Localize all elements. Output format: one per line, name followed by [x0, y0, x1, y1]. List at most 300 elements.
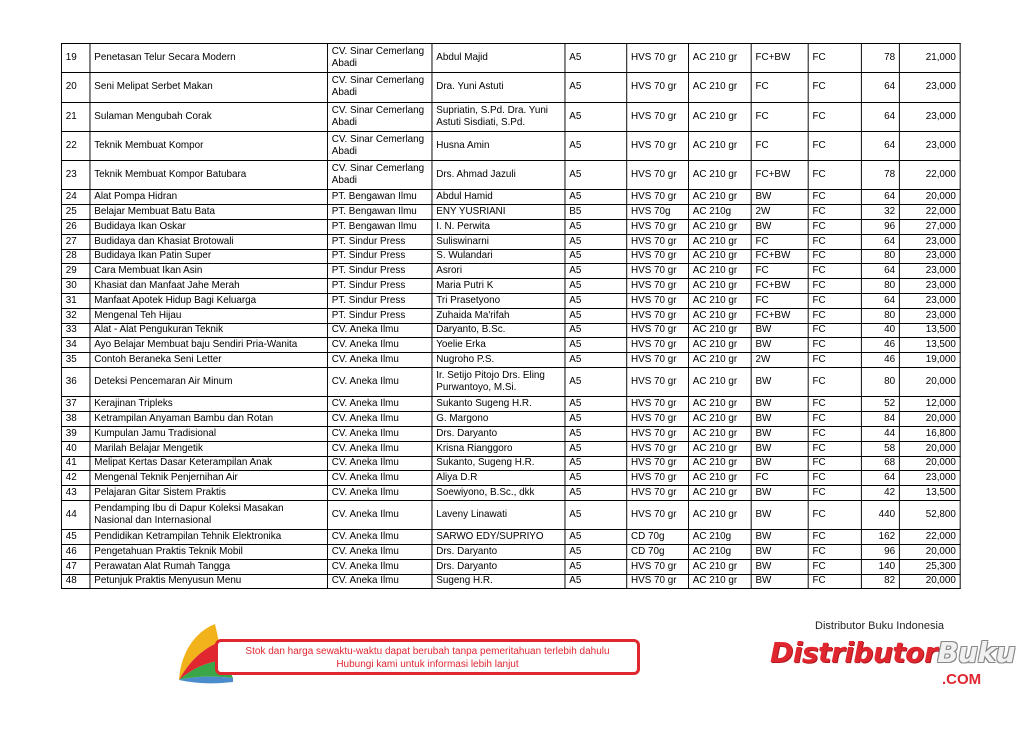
- publisher: CV. Aneka Ilmu: [327, 323, 432, 338]
- price: 16,800: [899, 426, 960, 441]
- publisher: CV. Sinar Cemerlang Abadi: [327, 161, 432, 190]
- book-number: 44: [61, 500, 90, 529]
- author: Sukanto Sugeng H.R.: [432, 397, 565, 412]
- table-row: [61, 456, 960, 471]
- paper-size: A5: [565, 264, 627, 279]
- cover-paper: AC 210 gr: [688, 323, 751, 338]
- publisher: CV. Sinar Cemerlang Abadi: [327, 131, 432, 160]
- content-color: FC+BW: [751, 161, 808, 190]
- cover-color: FC: [808, 412, 861, 427]
- table-row: [61, 471, 960, 486]
- price: 23,000: [899, 249, 960, 264]
- price: 23,000: [899, 279, 960, 294]
- book-title: Sulaman Mengubah Corak: [90, 102, 328, 131]
- content-color: FC+BW: [751, 249, 808, 264]
- book-number: 40: [61, 441, 90, 456]
- book-price-table: [61, 43, 961, 589]
- content-paper: HVS 70 gr: [627, 353, 689, 368]
- paper-size: A5: [565, 249, 627, 264]
- price: 23,000: [899, 73, 960, 102]
- content-paper: HVS 70 gr: [627, 44, 689, 73]
- content-paper: HVS 70 gr: [627, 574, 689, 589]
- cover-paper: AC 210 gr: [688, 161, 751, 190]
- cover-color: FC: [808, 471, 861, 486]
- author: Drs. Daryanto: [432, 545, 565, 560]
- price: 20,000: [899, 368, 960, 397]
- book-title: Khasiat dan Manfaat Jahe Merah: [90, 279, 328, 294]
- book-number: 37: [61, 397, 90, 412]
- content-paper: HVS 70 gr: [627, 102, 689, 131]
- distributor-title: Distributor Buku Indonesia: [815, 620, 945, 632]
- paper-size: A5: [565, 530, 627, 545]
- paper-size: A5: [565, 412, 627, 427]
- table-row: [61, 190, 960, 205]
- cover-color: FC: [808, 486, 861, 501]
- price: 23,000: [899, 264, 960, 279]
- table-row: [61, 294, 960, 309]
- cover-paper: AC 210 gr: [688, 397, 751, 412]
- book-title: Petunjuk Praktis Menyusun Menu: [90, 574, 328, 589]
- cover-paper: AC 210 gr: [688, 500, 751, 529]
- publisher: CV. Aneka Ilmu: [327, 456, 432, 471]
- content-color: BW: [751, 190, 808, 205]
- book-title: Manfaat Apotek Hidup Bagi Keluarga: [90, 294, 328, 309]
- book-title: Alat Pompa Hidran: [90, 190, 328, 205]
- table-row: [61, 308, 960, 323]
- price: 20,000: [899, 412, 960, 427]
- table-row: [61, 426, 960, 441]
- author: Abdul Hamid: [432, 190, 565, 205]
- author: Zuhaida Ma'rifah: [432, 308, 565, 323]
- paper-size: A5: [565, 426, 627, 441]
- cover-paper: AC 210 gr: [688, 294, 751, 309]
- book-number: 33: [61, 323, 90, 338]
- content-color: BW: [751, 545, 808, 560]
- author: I. N. Perwita: [432, 220, 565, 235]
- book-number: 30: [61, 279, 90, 294]
- price: 20,000: [899, 574, 960, 589]
- cover-paper: AC 210 gr: [688, 279, 751, 294]
- cover-color: FC: [808, 456, 861, 471]
- cover-color: FC: [808, 44, 861, 73]
- book-title: Mengenal Teh Hijau: [90, 308, 328, 323]
- cover-paper: AC 210 gr: [688, 338, 751, 353]
- paper-size: A5: [565, 73, 627, 102]
- price: 21,000: [899, 44, 960, 73]
- cover-paper: AC 210g: [688, 530, 751, 545]
- page-count: 84: [861, 412, 899, 427]
- book-title: Ketrampilan Anyaman Bambu dan Rotan: [90, 412, 328, 427]
- cover-paper: AC 210 gr: [688, 441, 751, 456]
- price: 23,000: [899, 131, 960, 160]
- content-color: BW: [751, 220, 808, 235]
- content-color: BW: [751, 486, 808, 501]
- page-count: 40: [861, 323, 899, 338]
- publisher: CV. Sinar Cemerlang Abadi: [327, 44, 432, 73]
- author: Asrori: [432, 264, 565, 279]
- cover-paper: AC 210 gr: [688, 44, 751, 73]
- table-row: [61, 264, 960, 279]
- cover-color: FC: [808, 264, 861, 279]
- cover-paper: AC 210 gr: [688, 353, 751, 368]
- content-paper: HVS 70 gr: [627, 471, 689, 486]
- content-color: 2W: [751, 353, 808, 368]
- book-title: Belajar Membuat Batu Bata: [90, 205, 328, 220]
- author: Supriatin, S.Pd. Dra. Yuni Astuti Sisdiati, S.Pd.: [432, 102, 565, 131]
- content-paper: HVS 70 gr: [627, 234, 689, 249]
- paper-size: A5: [565, 471, 627, 486]
- author: Sukanto, Sugeng H.R.: [432, 456, 565, 471]
- paper-size: A5: [565, 279, 627, 294]
- price: 20,000: [899, 456, 960, 471]
- book-number: 32: [61, 308, 90, 323]
- content-color: BW: [751, 559, 808, 574]
- publisher: PT. Sindur Press: [327, 308, 432, 323]
- book-number: 46: [61, 545, 90, 560]
- notice-line-1: Stok dan harga sewaktu-waktu dapat berubah tanpa pemeritahuan terlebih dahulu: [245, 646, 610, 657]
- publisher: PT. Sindur Press: [327, 234, 432, 249]
- table-row: [61, 73, 960, 102]
- page-count: 96: [861, 545, 899, 560]
- content-color: FC: [751, 294, 808, 309]
- content-paper: HVS 70 gr: [627, 161, 689, 190]
- cover-paper: AC 210 gr: [688, 73, 751, 102]
- content-paper: HVS 70 gr: [627, 264, 689, 279]
- cover-paper: AC 210 gr: [688, 574, 751, 589]
- page-count: 140: [861, 559, 899, 574]
- page-count: 64: [861, 294, 899, 309]
- page-count: 64: [861, 131, 899, 160]
- notice-line-2: Hubungi kami untuk informasi lebih lanjut: [336, 659, 519, 670]
- page-count: 78: [861, 161, 899, 190]
- page-count: 46: [861, 338, 899, 353]
- price: 25,300: [899, 559, 960, 574]
- paper-size: A5: [565, 294, 627, 309]
- book-number: 22: [61, 131, 90, 160]
- content-paper: HVS 70 gr: [627, 294, 689, 309]
- cover-paper: AC 210 gr: [688, 249, 751, 264]
- price: 22,000: [899, 161, 960, 190]
- table-row: [61, 574, 960, 589]
- content-paper: CD 70g: [627, 545, 689, 560]
- table-row: [61, 412, 960, 427]
- content-color: BW: [751, 397, 808, 412]
- book-title: Marilah Belajar Mengetik: [90, 441, 328, 456]
- table-row: [61, 338, 960, 353]
- content-color: BW: [751, 323, 808, 338]
- cover-color: FC: [808, 294, 861, 309]
- page-count: 80: [861, 279, 899, 294]
- content-color: FC: [751, 102, 808, 131]
- publisher: CV. Aneka Ilmu: [327, 426, 432, 441]
- paper-size: A5: [565, 308, 627, 323]
- book-number: 31: [61, 294, 90, 309]
- publisher: CV. Aneka Ilmu: [327, 559, 432, 574]
- price: 23,000: [899, 294, 960, 309]
- cover-color: FC: [808, 131, 861, 160]
- author: Drs. Ahmad Jazuli: [432, 161, 565, 190]
- paper-size: A5: [565, 102, 627, 131]
- content-paper: HVS 70 gr: [627, 220, 689, 235]
- cover-color: FC: [808, 323, 861, 338]
- table-row: [61, 131, 960, 160]
- content-paper: HVS 70 gr: [627, 308, 689, 323]
- content-color: BW: [751, 530, 808, 545]
- table-row: [61, 234, 960, 249]
- content-color: BW: [751, 368, 808, 397]
- price: 23,000: [899, 471, 960, 486]
- cover-color: FC: [808, 338, 861, 353]
- book-title: Cara Membuat Ikan Asin: [90, 264, 328, 279]
- cover-paper: AC 210 gr: [688, 131, 751, 160]
- author: Daryanto, B.Sc.: [432, 323, 565, 338]
- table-row: [61, 44, 960, 73]
- publisher: PT. Sindur Press: [327, 249, 432, 264]
- page-count: 58: [861, 441, 899, 456]
- book-title: Perawatan Alat Rumah Tangga: [90, 559, 328, 574]
- cover-color: FC: [808, 368, 861, 397]
- content-color: FC+BW: [751, 279, 808, 294]
- book-title: Budidaya dan Khasiat Brotowali: [90, 234, 328, 249]
- page-count: 44: [861, 426, 899, 441]
- table-row: [61, 279, 960, 294]
- page-count: 162: [861, 530, 899, 545]
- content-color: FC: [751, 131, 808, 160]
- content-color: 2W: [751, 205, 808, 220]
- book-number: 19: [61, 44, 90, 73]
- book-number: 45: [61, 530, 90, 545]
- publisher: CV. Aneka Ilmu: [327, 368, 432, 397]
- table-row: [61, 161, 960, 190]
- book-title: Pelajaran Gitar Sistem Praktis: [90, 486, 328, 501]
- page-count: 78: [861, 44, 899, 73]
- author: Tri Prasetyono: [432, 294, 565, 309]
- cover-color: FC: [808, 426, 861, 441]
- paper-size: B5: [565, 205, 627, 220]
- paper-size: A5: [565, 44, 627, 73]
- table-row: [61, 500, 960, 529]
- book-title: Teknik Membuat Kompor Batubara: [90, 161, 328, 190]
- author: Husna Amin: [432, 131, 565, 160]
- cover-color: FC: [808, 559, 861, 574]
- paper-size: A5: [565, 131, 627, 160]
- publisher: CV. Aneka Ilmu: [327, 397, 432, 412]
- author: Abdul Majid: [432, 44, 565, 73]
- paper-size: A5: [565, 397, 627, 412]
- price: 23,000: [899, 102, 960, 131]
- cover-paper: AC 210 gr: [688, 412, 751, 427]
- price: 13,500: [899, 323, 960, 338]
- book-title: Budidaya Ikan Patin Super: [90, 249, 328, 264]
- table-row: [61, 205, 960, 220]
- page-count: 64: [861, 471, 899, 486]
- paper-size: A5: [565, 338, 627, 353]
- content-color: FC: [751, 264, 808, 279]
- author: Suliswinarni: [432, 234, 565, 249]
- table-row: [61, 530, 960, 545]
- book-number: 36: [61, 368, 90, 397]
- cover-color: FC: [808, 500, 861, 529]
- publisher: PT. Sindur Press: [327, 264, 432, 279]
- content-paper: HVS 70 gr: [627, 397, 689, 412]
- content-paper: HVS 70 gr: [627, 500, 689, 529]
- book-title: Contoh Beraneka Seni Letter: [90, 353, 328, 368]
- page-count: 64: [861, 190, 899, 205]
- publisher: PT. Sindur Press: [327, 279, 432, 294]
- table-row: [61, 368, 960, 397]
- content-color: BW: [751, 456, 808, 471]
- table-row: [61, 559, 960, 574]
- paper-size: A5: [565, 353, 627, 368]
- paper-size: A5: [565, 368, 627, 397]
- table-row: [61, 353, 960, 368]
- price: 12,000: [899, 397, 960, 412]
- cover-color: FC: [808, 73, 861, 102]
- book-number: 38: [61, 412, 90, 427]
- price: 23,000: [899, 308, 960, 323]
- cover-paper: AC 210 gr: [688, 456, 751, 471]
- brand-domain: .COM: [942, 671, 982, 688]
- page-count: 80: [861, 249, 899, 264]
- paper-size: A5: [565, 486, 627, 501]
- content-paper: HVS 70 gr: [627, 441, 689, 456]
- book-number: 42: [61, 471, 90, 486]
- cover-color: FC: [808, 161, 861, 190]
- brand-part-2: Buku: [937, 636, 1016, 669]
- stock-notice-box: [215, 639, 640, 675]
- brand-logo-text: [770, 636, 1015, 669]
- cover-paper: AC 210 gr: [688, 264, 751, 279]
- content-paper: HVS 70 gr: [627, 190, 689, 205]
- content-paper: HVS 70 gr: [627, 412, 689, 427]
- content-color: FC: [751, 73, 808, 102]
- page-count: 82: [861, 574, 899, 589]
- price: 20,000: [899, 441, 960, 456]
- content-color: FC+BW: [751, 44, 808, 73]
- price: 13,500: [899, 486, 960, 501]
- book-title: Teknik Membuat Kompor: [90, 131, 328, 160]
- content-color: BW: [751, 412, 808, 427]
- cover-color: FC: [808, 530, 861, 545]
- author: S. Wulandari: [432, 249, 565, 264]
- author: Sugeng H.R.: [432, 574, 565, 589]
- cover-color: FC: [808, 397, 861, 412]
- content-paper: HVS 70 gr: [627, 131, 689, 160]
- book-number: 39: [61, 426, 90, 441]
- cover-paper: AC 210g: [688, 545, 751, 560]
- author: Laveny Linawati: [432, 500, 565, 529]
- page-count: 42: [861, 486, 899, 501]
- book-title: Kerajinan Tripleks: [90, 397, 328, 412]
- paper-size: A5: [565, 323, 627, 338]
- publisher: PT. Bengawan Ilmu: [327, 190, 432, 205]
- author: Nugroho P.S.: [432, 353, 565, 368]
- content-paper: HVS 70 gr: [627, 456, 689, 471]
- table-row: [61, 323, 960, 338]
- content-paper: HVS 70 gr: [627, 486, 689, 501]
- page-count: 46: [861, 353, 899, 368]
- book-number: 47: [61, 559, 90, 574]
- book-number: 35: [61, 353, 90, 368]
- paper-size: A5: [565, 190, 627, 205]
- price: 22,000: [899, 530, 960, 545]
- table-row: [61, 486, 960, 501]
- content-paper: HVS 70 gr: [627, 368, 689, 397]
- book-title: Pendamping Ibu di Dapur Koleksi Masakan Nasional dan Internasional: [90, 500, 328, 529]
- content-color: BW: [751, 500, 808, 529]
- paper-size: A5: [565, 545, 627, 560]
- author: Dra. Yuni Astuti: [432, 73, 565, 102]
- content-color: FC: [751, 234, 808, 249]
- price: 22,000: [899, 205, 960, 220]
- cover-color: FC: [808, 234, 861, 249]
- cover-paper: AC 210 gr: [688, 190, 751, 205]
- book-number: 43: [61, 486, 90, 501]
- content-paper: HVS 70 gr: [627, 559, 689, 574]
- cover-color: FC: [808, 353, 861, 368]
- page-count: 68: [861, 456, 899, 471]
- author: G. Margono: [432, 412, 565, 427]
- page-count: 64: [861, 264, 899, 279]
- price: 13,500: [899, 338, 960, 353]
- publisher: CV. Aneka Ilmu: [327, 500, 432, 529]
- book-title: Seni Melipat Serbet Makan: [90, 73, 328, 102]
- cover-color: FC: [808, 205, 861, 220]
- publisher: CV. Aneka Ilmu: [327, 471, 432, 486]
- page-count: 32: [861, 205, 899, 220]
- author: Maria Putri K: [432, 279, 565, 294]
- book-title: Ayo Belajar Membuat baju Sendiri Pria-Wanita: [90, 338, 328, 353]
- cover-paper: AC 210 gr: [688, 471, 751, 486]
- book-number: 29: [61, 264, 90, 279]
- book-title: Mengenal Teknik Penjernihan Air: [90, 471, 328, 486]
- cover-color: FC: [808, 190, 861, 205]
- publisher: CV. Aneka Ilmu: [327, 545, 432, 560]
- content-paper: HVS 70 gr: [627, 338, 689, 353]
- book-title: Melipat Kertas Dasar Keterampilan Anak: [90, 456, 328, 471]
- book-title: Deteksi Pencemaran Air Minum: [90, 368, 328, 397]
- cover-paper: AC 210 gr: [688, 368, 751, 397]
- cover-color: FC: [808, 102, 861, 131]
- author: Ir. Setijo Pitojo Drs. Eling Purwantoyo, M.Si.: [432, 368, 565, 397]
- author: Yoelie Erka: [432, 338, 565, 353]
- content-paper: HVS 70 gr: [627, 73, 689, 102]
- page-count: 440: [861, 500, 899, 529]
- cover-paper: AC 210 gr: [688, 102, 751, 131]
- cover-paper: AC 210 gr: [688, 220, 751, 235]
- brand-part-1: Distributor: [770, 636, 938, 669]
- page-count: 64: [861, 234, 899, 249]
- publisher: CV. Aneka Ilmu: [327, 338, 432, 353]
- table-row: [61, 102, 960, 131]
- price: 27,000: [899, 220, 960, 235]
- cover-color: FC: [808, 220, 861, 235]
- table-row: [61, 397, 960, 412]
- cover-paper: AC 210 gr: [688, 486, 751, 501]
- paper-size: A5: [565, 234, 627, 249]
- price: 20,000: [899, 545, 960, 560]
- publisher: CV. Aneka Ilmu: [327, 530, 432, 545]
- table-row: [61, 441, 960, 456]
- price: 19,000: [899, 353, 960, 368]
- paper-size: A5: [565, 441, 627, 456]
- table-row: [61, 220, 960, 235]
- content-paper: HVS 70 gr: [627, 279, 689, 294]
- cover-paper: AC 210 gr: [688, 234, 751, 249]
- content-color: BW: [751, 338, 808, 353]
- content-paper: HVS 70 gr: [627, 426, 689, 441]
- publisher: CV. Aneka Ilmu: [327, 441, 432, 456]
